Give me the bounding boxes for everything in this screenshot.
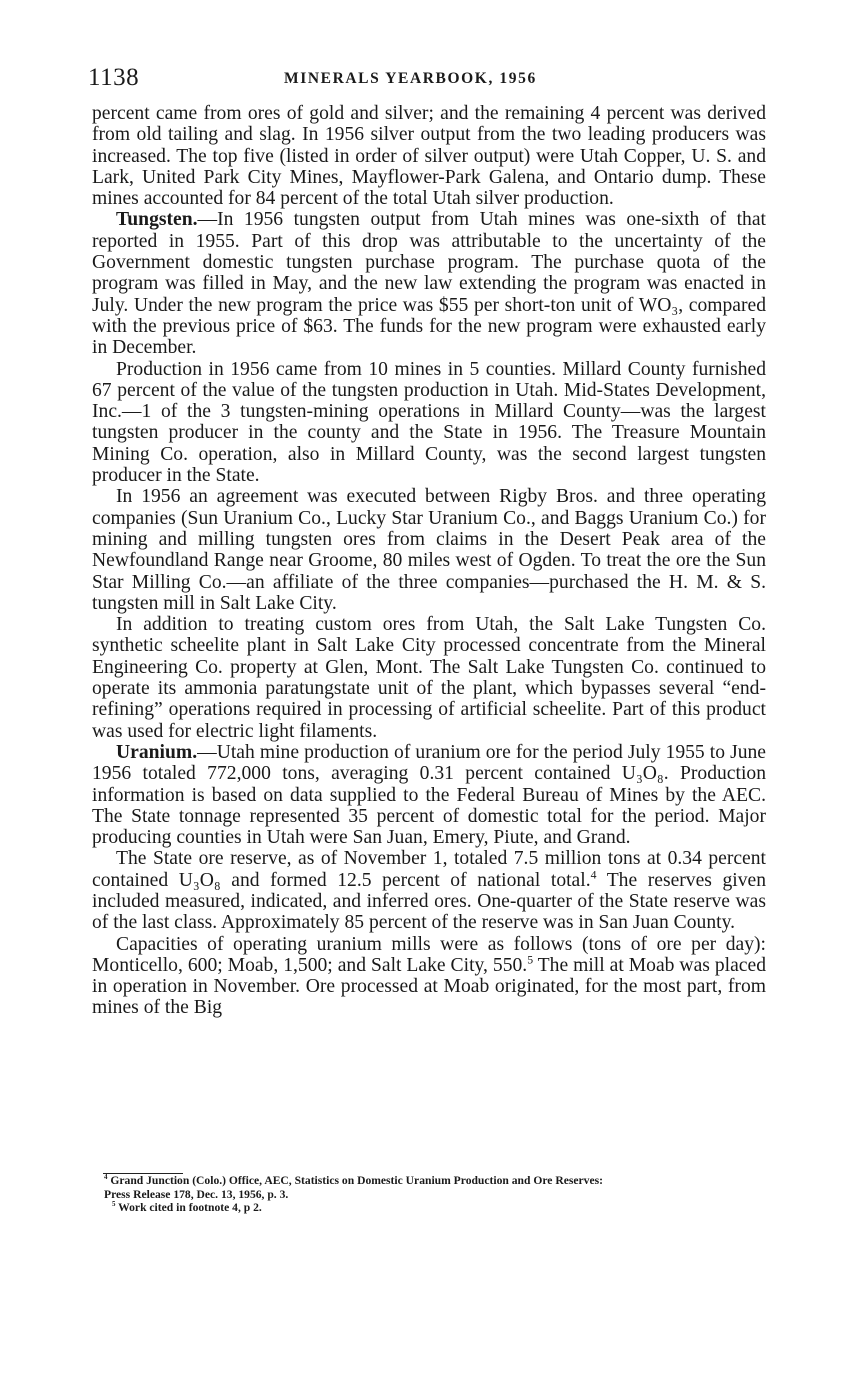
footnote-5-text: Work cited in footnote 4, p 2. [115, 1201, 262, 1215]
paragraph-tungsten [92, 209, 766, 358]
paragraph-tungsten-scheelite: In addition to treating custom ores from Utah, the Salt Lake Tungsten Co. synthetic scheelite plant in Salt Lake City processed concentrate from the Mineral Engineering Co. property at Glen, Mont. The Salt Lake Tungsten Co. continued to operate its ammonia paratungstate unit of the plant, which bypasses several “end-refining” operations required in processing of artificial scheelite. Part of this product was used for electric light filaments. [92, 614, 766, 742]
paragraph-tungsten-text: —In 1956 tungsten output from Utah mines was one-sixth of that reported in 1955. Part of this drop was attributable to the uncertainty of the Government domestic tungsten purchase program. The purchase quota of the program was filled in May, and the new law extending the program was enacted in July. Under the new program the price was $55 per short-ton unit of WO₃, compared with the previous price of $63. The funds for the new program were exhausted early in December. [92, 209, 766, 359]
page-header [88, 64, 768, 98]
page-number: 1138 [88, 64, 140, 91]
footnote-4 [104, 1174, 772, 1188]
footnote-4-continued: Press Release 178, Dec. 13, 1956, p. 3. [104, 1187, 289, 1201]
footnotes [104, 1174, 772, 1215]
footnote-ref-5: 5 [527, 953, 534, 967]
paragraph-mill-capacities [92, 934, 766, 1019]
footnote-4-mark: 4 [104, 1173, 108, 1182]
footnote-ref-4: 4 [590, 868, 597, 882]
footnote-5 [104, 1201, 772, 1215]
section-heading-uranium: Uranium. [116, 741, 198, 763]
paragraph-silver-continued: percent came from ores of gold and silver; and the remaining 4 percent was derived from old tailing and slag. In 1956 silver output from the two leading producers was increased. The top five (listed in order of silver output) were Utah Copper, U. S. and Lark, United Park City Mines, Mayflower-Park Galena, and Ontario dump. These mines accounted for 84 percent of the total Utah silver production. [92, 103, 766, 210]
paragraph-uranium [92, 742, 766, 848]
paragraph-mill-capacities-text: Capacities of operating uranium mills were as follows (tons of ore per day): Monticello, 600; Moab, 1,500; and Salt Lake City, 550. [92, 933, 766, 976]
running-title: MINERALS YEARBOOK, 1956 [284, 70, 537, 87]
paragraph-tungsten-production: Production in 1956 came from 10 mines in 5 counties. Millard County furnished 67 percent of the value of the tungsten production in Utah. Mid-States Development, Inc.—1 of the 3 tungsten-mining operations in Millard County—was the largest tungsten producer in the county and the State in 1956. The Treasure Mountain Mining Co. operation, also in Millard County, was the second largest tungsten producer in the State. [92, 358, 766, 487]
section-heading-tungsten: Tungsten. [116, 209, 198, 231]
paragraph-ore-reserve [92, 848, 766, 933]
footnote-4-text: Grand Junction (Colo.) Office, AEC, Statistics on Domestic Uranium Production and Ore Reserves: [107, 1174, 603, 1187]
paragraph-uranium-text: —Utah mine production of uranium ore for the period July 1955 to June 1956 totaled 772,000 tons, averaging 0.31 percent contained U₃O₈. Production information is based on data supplied to the Federal Bureau of Mines by the AEC. The State tonnage represented 35 percent of domestic total for the period. Major producing counties in Utah were San Juan, Emery, Piute, and Grand. [92, 741, 766, 849]
paragraph-mill-capacities-rest: The mill at Moab was placed in operation in November. Ore processed at Moab originated, for the most part, from mines of the Big [92, 954, 766, 1019]
body-text [92, 103, 766, 1019]
paragraph-tungsten-agreement: In 1956 an agreement was executed between Rigby Bros. and three operating companies (Sun Uranium Co., Lucky Star Uranium Co., and Baggs Uranium Co.) for mining and milling tungsten ores from claims in the Desert Peak area of the Newfoundland Range near Groome, 80 miles west of Ogden. To treat the ore the Sun Star Milling Co.—an affiliate of the three companies—purchased the H. M. & S. tungsten mill in Salt Lake City. [92, 486, 766, 614]
paragraph-ore-reserve-text: The State ore reserve, as of November 1, totaled 7.5 million tons at 0.34 percent contained U₃O₈ and formed 12.5 percent of national total. [92, 848, 766, 891]
footnote-5-mark: 5 [112, 1200, 116, 1209]
paragraph-ore-reserve-rest: The reserves given included measured, indicated, and inferred ores. One-quarter of the State reserve was of the last class. Approximately 85 percent of the reserve was in San Juan County. [92, 869, 766, 934]
